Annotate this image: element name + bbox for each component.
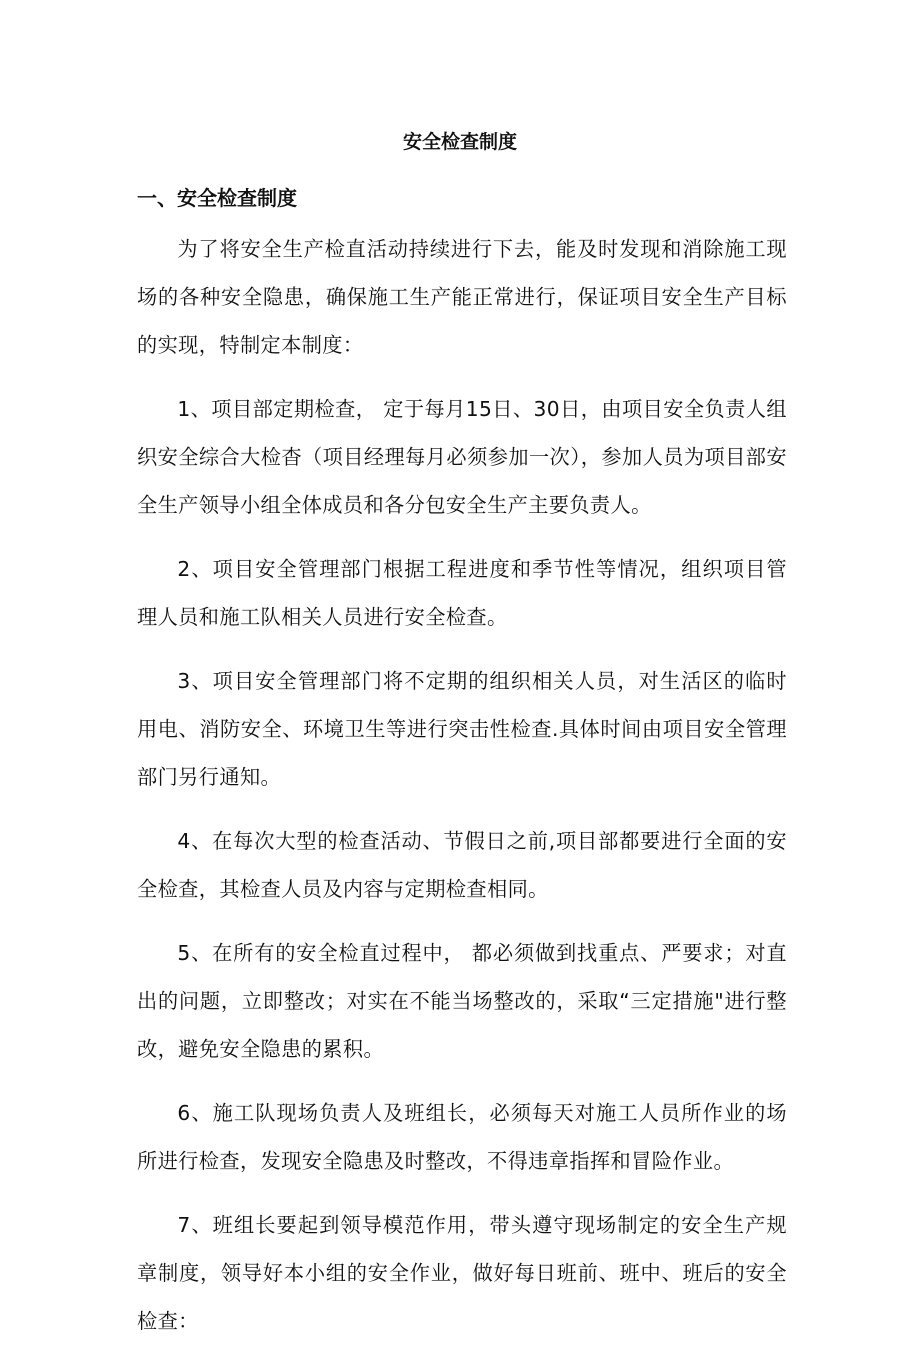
document-title: 安全检查制度	[402, 131, 517, 153]
clause-1-paragraph: 1、项目部定期检查， 定于每月15日、30日，由项目安全负责人组织安全综合大检杳（项目经理每月必须参加一次），参加人员为项目部安全生产领导小组全体成员和各分包安全生产主要负责人。	[137, 397, 787, 517]
clause-2-paragraph: 2、项目安全管理部门根据工程进度和季节性等情况，组织项目管理人员和施工队相关人员进行安全检查。	[137, 557, 787, 629]
intro-paragraph: 为了将安全生产检直活动持续进行下去，能及时发现和消除施工现场的各种安全隐患，确保施工生产能正常进行，保证项目安全生产目标的实现，特制定本制度：	[137, 237, 787, 357]
document-body	[137, 225, 787, 1361]
section-heading: 一、安全检查制度	[137, 186, 297, 210]
clause-6-paragraph: 6、施工队现场负责人及班组长，必须每天对施工人员所作业的场所进行检查，发现安全隐患及时整改，不得违章指挥和冒险作业。	[137, 1101, 787, 1173]
clause-5-paragraph: 5、在所有的安全检直过程中， 都必须做到找重点、严要求；对直出的问题，立即整改；对实在不能当场整改的，采取“三定措施"进行整改，避免安全隐患的累积。	[137, 941, 787, 1061]
clause-3-paragraph: 3、项目安全管理部门将不定期的组织相关人员，对生活区的临时用电、消防安全、环境卫生等进行突击性检查.具体时间由项目安全管理部门另行通知。	[137, 669, 787, 789]
clause-7-paragraph: 7、班组长要起到领导模范作用，带头遵守现场制定的安全生产规章制度，领导好本小组的安全作业，做好每日班前、班中、班后的安全检查：	[137, 1213, 787, 1333]
clause-4-paragraph: 4、在每次大型的检查活动、节假日之前,项目部都要进行全面的安全检查，其检查人员及内容与定期检查相同。	[137, 829, 787, 901]
